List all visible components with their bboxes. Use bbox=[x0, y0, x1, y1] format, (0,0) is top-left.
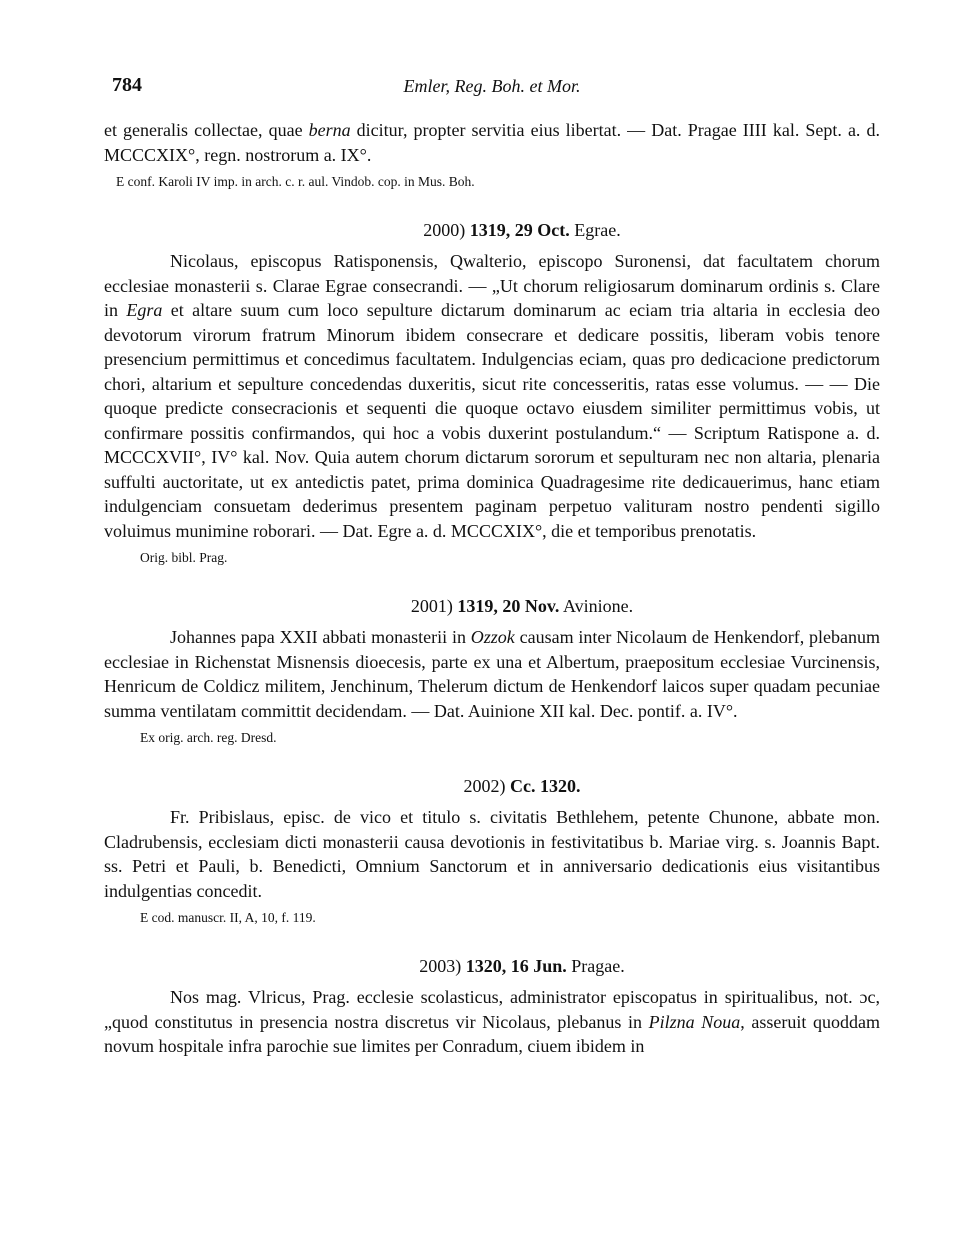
page-body bbox=[104, 118, 880, 1059]
entry-text: Nos mag. Vlricus, Prag. ecclesie scolasticus, administrator episcopatus in spiritualibus, not. ɔc, „quod constitutus in presencia nostra discretus vir Nicolaus, plebanus in Pilzna Noua, asseruit quoddam novum hospitale infra parochie sue limites per Conradum, ciuem ibidem in bbox=[104, 987, 881, 1056]
page-number: 784 bbox=[112, 74, 142, 96]
source-note: Ex orig. arch. reg. Dresd. bbox=[140, 730, 277, 745]
source-note: E conf. Karoli IV imp. in arch. c. r. aul. Vindob. cop. in Mus. Boh. bbox=[116, 174, 475, 189]
running-title: Emler, Reg. Boh. et Mor. bbox=[403, 76, 581, 96]
source-note: Orig. bibl. Prag. bbox=[140, 550, 228, 565]
entry-heading: 2000) 1319, 29 Oct. Egrae. bbox=[423, 220, 621, 240]
entry-text: Johannes papa XXII abbati monasterii in Ozzok causam inter Nicolaum de Henkendorf, plebanum ecclesiae in Richenstat Misnensis dioecesis, parte ex una et Albertum, praepositum ecclesiae Vurcinensis, Henricum de Coldicz militem, Jenchinum, Thelerum dictum de Henkendorf laicos super quadam pecuniae summa ventilatam committit decidendam. — Dat. Auinione XII kal. Dec. pontif. a. IV°. bbox=[104, 627, 881, 721]
entry-heading: 2001) 1319, 20 Nov. Avinione. bbox=[410, 596, 634, 616]
source-note: E cod. manuscr. II, A, 10, f. 119. bbox=[140, 910, 316, 925]
entry-text: Nicolaus, episcopus Ratisponensis, Qwalterio, episcopo Suronensi, dat facultatem chorum ecclesiae monasterii s. Clarae Egrae consecrandi. — „Ut chorum religiosarum dominarum ordinis s. Clare in Egra et altare suum cum loco sepulture dictarum dominarum ac eciam tria altaria in ecclesia deo devotorum virorum fratrum Minorum ibidem consecrare et dedicare possitis, liberam vobis tenore presencium permittimus et concedimus facultatem. Indulgencias eciam, quas pro dedicacione predictorum chori, altarium et sepulture concedendas duxeritis, sicut rite concesseritis, ratas esse volumus. — — Die quoque predicte consecracionis et sequenti die quoque octavo eiusdem similiter permittimus vobis, ut confirmare possitis confirmandos, qui hoc a vobis duxerint postulandum.“ — Scriptum Ratispone a. d. MCCCXVII°, IV° kal. Nov. Quia autem chorum dictarum sororum et sepulturam nec non altaria, plenaria suffulti auctoritate, ut ex antedictis patet, prima dominica Quadragesime rite dedicauerimus, hanc etiam indulgenciam consuetam dederimus presentem paginam perpetuo valituram nostro pendenti sigillo voluimus munimine roborari. — Dat. Egre a. d. MCCCXIX°, die et temporibus prenotatis. bbox=[104, 251, 880, 541]
entry-text: Fr. Pribislaus, episc. de vico et titulo s. civitatis Bethlehem, petente Chunone, abbate mon. Cladrubensis, ecclesiam dicti monasterii causa devotionis in festivitatibus b. Mariae virg. s. Joannis Bapt. ss. Petri et Pauli, b. Benedicti, Omnium Sanctorum et in anniversario dedicationis eius visitantibus indulgentias concedit. bbox=[104, 807, 880, 901]
entry-heading: 2003) 1320, 16 Jun. Pragae. bbox=[419, 956, 625, 976]
page-header bbox=[112, 74, 872, 104]
entry-heading: 2002) Cc. 1320. bbox=[463, 776, 581, 796]
continued-paragraph: et generalis collectae, quae berna dicitur, propter servitia eius libertat. — Dat. Pragae IIII kal. Sept. a. d. MCCCXIX°, regn. nostrorum a. IX°. bbox=[104, 120, 880, 165]
